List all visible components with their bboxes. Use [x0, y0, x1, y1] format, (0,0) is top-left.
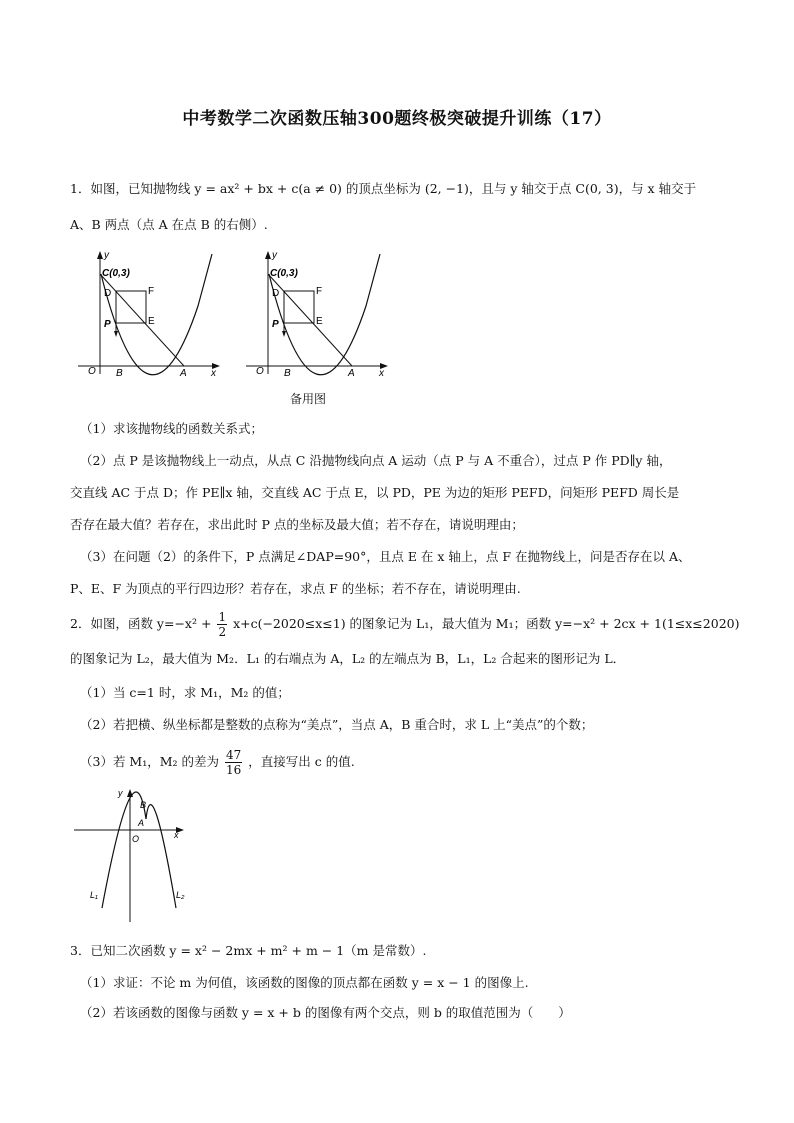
q2-part3-fraction: [225, 748, 242, 777]
label-b: B: [140, 800, 147, 810]
q3-stem: 3．已知二次函数 y = x² − 2mx + m² + m − 1（m 是常数）.: [70, 943, 427, 958]
q2-part3-b: ，直接写出 c 的值.: [248, 754, 355, 769]
label-a: A: [180, 368, 187, 378]
q2-figure: [72, 786, 190, 926]
q1-part2-line3: 否存在最大值？若存在，求出此时 P 点的坐标及最大值；若不存在，请说明理由；: [70, 517, 524, 532]
q2-part2: （2）若把横、纵坐标都是整数的点称为“美点”，当点 A，B 重合时，求 L 上“美点”的个数；: [80, 717, 594, 732]
q1-stem-line2: A、B 两点（点 A 在点 B 的右侧）.: [70, 217, 268, 232]
label-d: D: [104, 288, 112, 299]
label-f: F: [148, 286, 155, 297]
label-p: P: [104, 319, 111, 330]
label-y: y: [118, 788, 123, 798]
q1-part2-line2: 交直线 AC 于点 D；作 PE∥x 轴，交直线 AC 于点 E，以 PD，PE 为边的矩形 PEFD，问矩形 PEFD 周长是: [70, 485, 680, 500]
q2-stem-part-b: x+c(−2020≤x≤1) 的图象记为 L₁，最大值为 M₁；函数 y=−x² + 2cx + 1(1≤x≤2020): [233, 616, 740, 631]
page-title: 中考数学二次函数压轴300题终极突破提升训练（17）: [182, 109, 612, 129]
q1-figure: [74, 248, 224, 378]
q2-stem-line1: [70, 610, 739, 639]
label-x: x: [379, 368, 384, 378]
label-y: y: [104, 250, 109, 261]
q2-part3: [80, 748, 355, 777]
figure-caption: 备用图: [290, 392, 327, 406]
q2-part3-a: （3）若 M₁，M₂ 的差为: [80, 754, 220, 769]
label-a: A: [138, 818, 145, 828]
q1-part2-line1: （2）点 P 是该抛物线上一动点，从点 C 沿抛物线向点 A 运动（点 P 与 A 不重合），过点 P 作 PD∥y 轴，: [80, 453, 672, 468]
label-x: x: [174, 830, 179, 840]
label-o: O: [88, 366, 96, 377]
frac-numerator: 1: [218, 610, 227, 624]
label-l1: L₁: [90, 890, 98, 900]
label-p: P: [272, 319, 279, 330]
q2-stem-line2: 的图象记为 L₂，最大值为 M₂．L₁ 的右端点为 A，L₂ 的左端点为 B，L₁，L₂ 合起来的图形记为 L．: [70, 651, 626, 666]
q3-part1: （1）求证：不论 m 为何值，该函数的图像的顶点都在函数 y = x − 1 的图像上.: [80, 975, 529, 990]
label-b: B: [284, 368, 291, 378]
q1-part3-line1: （3）在问题（2）的条件下，P 点满足∠DAP=90°，且点 E 在 x 轴上，点 F 在抛物线上，问是否存在以 A、: [80, 549, 691, 564]
q1-part3-line2: P、E、F 为顶点的平行四边形？若存在，求点 F 的坐标；若不存在，请说明理由.: [70, 581, 521, 596]
q1-stem-line1: 1．如图，已知抛物线 y = ax² + bx + c(a ≠ 0) 的顶点坐标为 (2, −1)，且与 y 轴交于点 C(0, 3)，与 x 轴交于: [70, 181, 697, 196]
label-a: A: [348, 368, 355, 378]
label-x: x: [211, 368, 216, 378]
q2-fraction: [217, 610, 227, 639]
label-c: C(0,3): [270, 268, 298, 279]
label-o: O: [132, 834, 140, 844]
frac-denominator: 2: [218, 625, 227, 639]
label-f: F: [316, 286, 323, 297]
frac-denominator: 16: [226, 763, 242, 777]
q1-part1: （1）求该抛物线的函数关系式；: [80, 421, 263, 436]
frac-numerator: 47: [226, 748, 242, 762]
q3-part2: （2）若该函数的图像与函数 y = x + b 的图像有两个交点，则 b 的取值范围为（ ）: [80, 1005, 571, 1020]
label-b: B: [116, 368, 123, 378]
label-d: D: [272, 288, 280, 299]
label-o: O: [256, 366, 264, 377]
q2-part1: （1）当 c=1 时，求 M₁，M₂ 的值；: [80, 685, 290, 700]
label-l2: L₂: [176, 890, 185, 900]
q1-backup-figure: [242, 248, 392, 378]
label-y: y: [272, 250, 277, 261]
label-e: E: [316, 316, 323, 327]
label-c: C(0,3): [102, 268, 130, 279]
label-e: E: [148, 316, 155, 327]
q2-stem-part-a: 2．如图，函数 y=−x² +: [70, 616, 212, 631]
